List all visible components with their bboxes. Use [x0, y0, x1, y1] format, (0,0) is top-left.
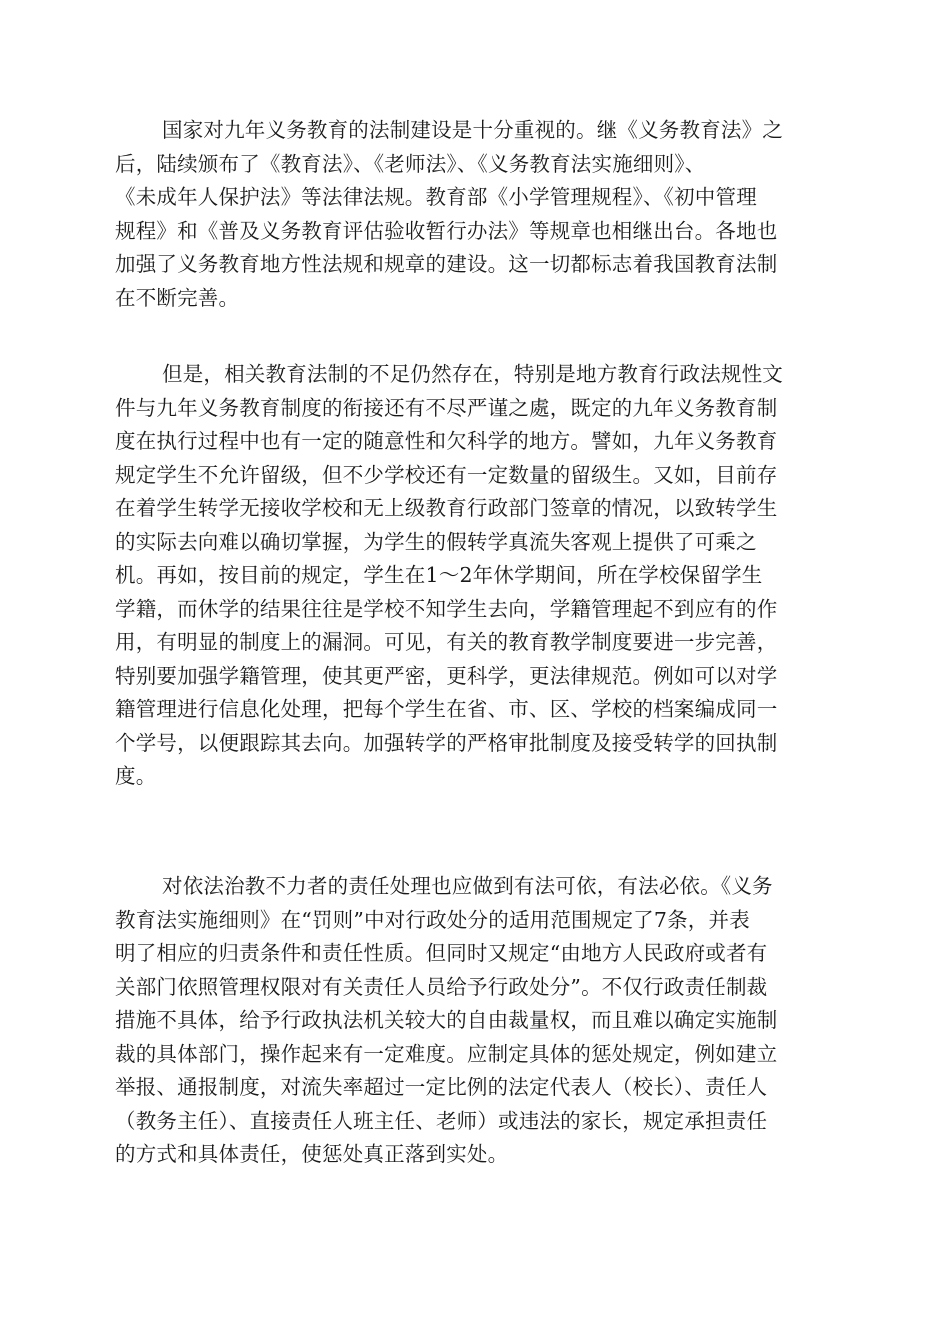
- text-line: （教务主任）、直接责任人班主任、老师）或违法的家长，规定承担责任: [115, 1108, 768, 1133]
- paragraph-legal-framework: [115, 114, 835, 315]
- text-line: 的方式和具体责任，使惩处真正落到实处。: [115, 1142, 509, 1166]
- text-line: 籍管理进行信息化处理，把每个学生在省、市、区、学校的档案编成同一: [115, 697, 778, 721]
- text-line: 明了相应的归责条件和责任性质。但同时又规定“由地方人民政府或者有: [115, 941, 768, 965]
- text-line: 教育法实施细则》在“罚则”中对行政处分的适用范围规定了7条，并表: [115, 907, 750, 932]
- text-line: 关部门依照管理权限对有关责任人员给予行政处分”。不仅行政责任制裁: [115, 974, 768, 999]
- text-line: 个学号，以便跟踪其去向。加强转学的严格审批制度及接受转学的回执制: [115, 730, 778, 755]
- text-line: 件与九年义务教育制度的衔接还有不尽严谨之處，既定的九年义务教育制: [115, 395, 778, 420]
- text-line: 《未成年人保护法》等法律法规。教育部《小学管理规程》、《初中管理: [115, 185, 757, 209]
- text-line: 举报、通报制度，对流失率超过一定比例的法定代表人（校长）、责任人: [115, 1075, 768, 1099]
- text-line: 特别要加强学籍管理，使其更严密，更科学，更法律规范。例如可以对学: [115, 663, 778, 688]
- text-line: 措施不具体，给予行政执法机关较大的自由裁量权，而且难以确定实施制: [115, 1008, 778, 1032]
- paragraph-shortcomings: [115, 358, 835, 794]
- text-line: 用，有明显的制度上的漏洞。可见，有关的教育教学制度要进一步完善，: [115, 630, 778, 654]
- text-line: 度在执行过程中也有一定的随意性和欠科学的地方。譬如，九年义务教育: [115, 429, 778, 453]
- text-line: 国家对九年义务教育的法制建设是十分重视的。继《义务教育法》之: [162, 118, 783, 142]
- text-line: 的实际去向难以确切掌握，为学生的假转学真流失客观上提供了可乘之: [115, 529, 757, 554]
- text-line: 度。: [115, 764, 157, 788]
- text-line: 学籍，而休学的结果往往是学校不知学生去向，学籍管理起不到应有的作: [115, 596, 778, 621]
- text-line: 后，陆续颁布了《教育法》、《老师法》、《义务教育法实施细则》、: [115, 151, 706, 176]
- text-line: 在着学生转学无接收学校和无上级教育行政部门签章的情况，以致转学生: [115, 496, 778, 520]
- text-line: 规定学生不允许留级，但不少学校还有一定数量的留级生。又如，目前存: [115, 462, 778, 487]
- text-line: 加强了义务教育地方性法规和规章的建设。这一切都标志着我国教育法制: [115, 252, 778, 276]
- text-line: 裁的具体部门，操作起来有一定难度。应制定具体的惩处规定，例如建立: [115, 1041, 778, 1066]
- text-line: 规程》和《普及义务教育评估验收暂行办法》等规章也相继出台。各地也: [115, 218, 778, 243]
- text-line: 对依法治教不力者的责任处理也应做到有法可依，有法必依。《义务: [162, 874, 773, 898]
- text-line: 机。再如，按目前的规定，学生在1～2年休学期间，所在学校保留学生: [115, 563, 763, 587]
- text-line: 在不断完善。: [115, 285, 240, 310]
- paragraph-accountability: [115, 870, 835, 1172]
- text-line: 但是，相关教育法制的不足仍然存在，特别是地方教育行政法规性文: [162, 362, 783, 386]
